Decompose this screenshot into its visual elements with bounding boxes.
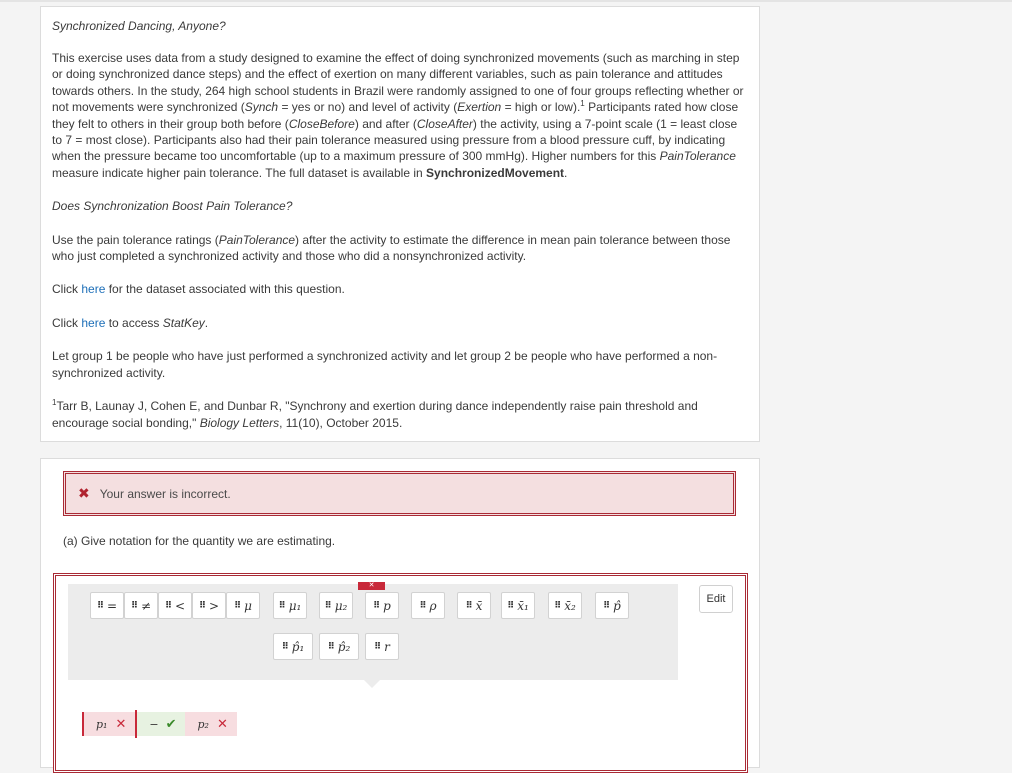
- tile-xbar-symbol: x̄: [475, 598, 483, 613]
- tile-mu1-symbol: μ₁: [288, 598, 302, 613]
- tile-phat-symbol: p̂: [613, 598, 621, 613]
- drag-handle-icon: ⠿: [373, 600, 380, 610]
- reference-footnote: $^1$Tarr B, Launay J, Cohen E, and Dunbar R, "Synchrony and exertion during dance independently raise pain threshold and encourage social bonding," Biology Letters, 11(10), October 2015.: [52, 398, 698, 430]
- tile-not-equal-symbol: ≠: [140, 598, 152, 613]
- tile-r-symbol: r: [384, 639, 390, 654]
- drag-handle-icon: ⠿: [234, 600, 241, 610]
- drag-handle-icon: ⠿: [281, 641, 288, 651]
- drag-handle-icon: ⠿: [554, 600, 561, 610]
- tile-xbar1[interactable]: [501, 592, 535, 619]
- tile-mu[interactable]: [226, 592, 260, 619]
- intro-paragraph: This exercise uses data from a study designed to examine the effect of doing synchronized movements (such as marching in step or doing synchronized dance steps) and the effect of exertion on many different variables, such as pain tolerance and attitudes towards others. In the study, 264 high school students in Brazil were randomly assigned to one of four groups reflecting whether or not movements were synchronized (Synch = yes or no) and level of activity (Exertion = high or low).$^1$ Participants rated how close they felt to others in their group both before (CloseBefore) and after (CloseAfter) the activity, using a 7-point scale (1 = least close to 7 = most close). Participants also had their pain tolerance measured using pressure from a blood pressure cuff, by indicating when the pressure became too uncomfortable (up to a maximum pressure of 300 mmHg). Higher numbers for this PainTolerance measure indicate higher pain tolerance. The full dataset is available in SynchronizedMovement.: [52, 51, 744, 180]
- tile-xbar[interactable]: [457, 592, 491, 619]
- tile-greater-than[interactable]: [192, 592, 226, 619]
- response-operator[interactable]: [137, 712, 185, 736]
- drag-handle-icon: ⠿: [419, 600, 426, 610]
- tile-mu2[interactable]: [319, 592, 353, 619]
- drag-handle-icon: ⠿: [198, 600, 205, 610]
- part-a-prompt: (a) Give notation for the quantity we are estimating.: [63, 534, 336, 548]
- incorrect-x-icon: ✕: [216, 716, 228, 731]
- drag-handle-icon: ⠿: [164, 600, 171, 610]
- tile-mu2-symbol: μ₂: [334, 598, 348, 613]
- tile-phat1-symbol: p̂₁: [291, 639, 305, 654]
- response-expression[interactable]: [82, 712, 237, 736]
- drag-handle-icon: ⠿: [96, 600, 103, 610]
- drag-handle-icon: ⠿: [130, 600, 137, 610]
- drag-handle-icon: ⠿: [374, 641, 381, 651]
- symbol-palette: [68, 584, 678, 680]
- drag-handle-icon: ⠿: [603, 600, 610, 610]
- tile-equals[interactable]: [90, 592, 124, 619]
- dataset-name: SynchronizedMovement: [426, 165, 565, 180]
- error-message: Your answer is incorrect.: [99, 486, 231, 501]
- tile-less-than-symbol: <: [174, 598, 186, 613]
- groups-paragraph: Let group 1 be people who have just performed a synchronized activity and let group 2 be people who have performed a non-synchronized activity.: [52, 349, 718, 380]
- drag-handle-icon: ⠿: [507, 600, 514, 610]
- tile-r[interactable]: [365, 633, 399, 660]
- answer-card: [40, 458, 760, 768]
- tile-mu1[interactable]: [273, 592, 307, 619]
- statkey-link-line: Click here to access StatKey.: [52, 315, 209, 330]
- edit-button[interactable]: Edit: [699, 585, 733, 613]
- statkey-link[interactable]: here: [81, 315, 106, 330]
- response-term-1[interactable]: [82, 712, 135, 736]
- tile-less-than[interactable]: [158, 592, 192, 619]
- palette-pointer-arrow: [364, 680, 380, 688]
- tile-rho[interactable]: [411, 592, 445, 619]
- answer-editor: [53, 573, 748, 773]
- response-term-1-symbol: p₁: [96, 717, 108, 731]
- tile-xbar2-symbol: x̄₂: [564, 598, 576, 613]
- tile-xbar2[interactable]: [548, 592, 582, 619]
- tile-mu-symbol: μ: [244, 598, 252, 613]
- drag-handle-icon: ⠿: [324, 600, 331, 610]
- incorrect-x-icon: ✕: [115, 716, 127, 731]
- footnote-marker: 1: [580, 99, 585, 109]
- response-term-2[interactable]: [185, 712, 236, 736]
- task-paragraph: Use the pain tolerance ratings (PainTolerance) after the activity to estimate the difference in mean pain tolerance between those who just completed a synchronized activity and those who did a nonsynchronized activity.: [52, 232, 731, 264]
- subheading: Does Synchronization Boost Pain Tolerance?: [52, 199, 293, 214]
- drag-handle-icon: ⠿: [327, 641, 334, 651]
- dataset-link-line: Click here for the dataset associated with this question.: [52, 282, 345, 297]
- tile-not-equal[interactable]: [124, 592, 158, 619]
- tile-equals-symbol: =: [106, 598, 118, 613]
- question-title: Synchronized Dancing, Anyone?: [52, 19, 226, 33]
- tile-phat2[interactable]: [319, 633, 359, 660]
- drag-handle-icon: ⠿: [465, 600, 472, 610]
- response-term-2-symbol: p₂: [197, 717, 209, 731]
- error-banner: [63, 471, 736, 516]
- error-x-icon: ✖: [78, 485, 90, 501]
- tile-phat1[interactable]: [273, 633, 313, 660]
- drag-handle-icon: ⠿: [278, 600, 285, 610]
- tile-p-symbol: p: [383, 598, 391, 613]
- tile-rho-symbol: ρ: [429, 598, 437, 613]
- tile-greater-than-symbol: >: [208, 598, 220, 613]
- dataset-link[interactable]: here: [81, 282, 106, 297]
- tile-phat[interactable]: [595, 592, 629, 619]
- tile-xbar1-symbol: x̄₁: [517, 598, 529, 613]
- tile-p[interactable]: [365, 592, 399, 619]
- response-operator-symbol: −: [149, 717, 159, 731]
- question-card: [40, 6, 760, 442]
- tile-phat2-symbol: p̂₂: [337, 639, 351, 654]
- palette-close-tab[interactable]: ✕: [358, 582, 385, 590]
- correct-check-icon: ✔: [165, 716, 177, 731]
- top-border: [0, 0, 1012, 2]
